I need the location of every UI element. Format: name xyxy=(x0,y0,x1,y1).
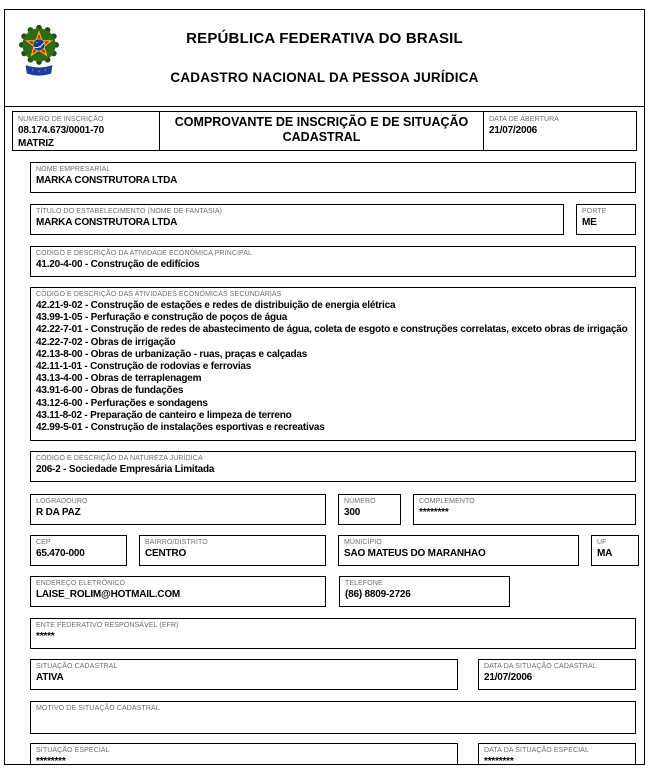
data-abertura-label: DATA DE ABERTURA xyxy=(489,116,560,123)
bairro-field xyxy=(139,535,326,566)
secondary-activity-item: 42.22-7-02 - Obras de irrigação xyxy=(36,336,176,348)
logradouro-label: LOGRADOURO xyxy=(36,498,88,505)
header-title: REPÚBLICA FEDERATIVA DO BRASIL xyxy=(186,30,463,47)
porte-value: ME xyxy=(582,217,597,228)
titulo-estabelecimento-field xyxy=(30,204,564,235)
atividade-principal-value: 41.20-4-00 - Construção de edifícios xyxy=(36,259,200,270)
document-header xyxy=(5,10,644,107)
numero-inscricao-field xyxy=(13,112,160,150)
cep-value: 65.470-000 xyxy=(36,548,85,559)
telefone-label: TELEFONE xyxy=(345,580,383,587)
numero-inscricao-label: NÚMERO DE INSCRIÇÃO xyxy=(18,116,104,123)
efr-label: ENTE FEDERATIVO RESPONSÁVEL (EFR) xyxy=(36,622,179,629)
numero-field xyxy=(338,494,401,525)
secondary-activity-item: 43.11-8-02 - Preparação de canteiro e limpeza de terreno xyxy=(36,409,292,421)
efr-field xyxy=(30,618,636,649)
atividade-principal-label: CÓDIGO E DESCRIÇÃO DA ATIVIDADE ECONÔMICA PRINCIPAL xyxy=(36,250,253,257)
data-abertura-value: 21/07/2006 xyxy=(489,125,538,136)
logradouro-field xyxy=(30,494,326,525)
data-abertura-field xyxy=(484,112,636,150)
numero-inscricao-value: 08.174.673/0001-70 xyxy=(18,125,104,136)
natureza-juridica-value: 206-2 - Sociedade Empresária Limitada xyxy=(36,464,215,475)
complemento-field xyxy=(413,494,636,525)
titulo-estabelecimento-label: TÍTULO DO ESTABELECIMENTO (NOME DE FANTASIA) xyxy=(36,208,223,215)
secondary-activity-item: 43.99-1-05 - Perfuração e construção de poços de água xyxy=(36,312,288,324)
nome-empresarial-label: NOME EMPRESARIAL xyxy=(36,166,111,173)
situacao-cadastral-value: ATIVA xyxy=(36,672,64,683)
municipio-field xyxy=(338,535,579,566)
secondary-activity-item: 43.13-4-00 - Obras de terraplenagem xyxy=(36,373,202,385)
atividades-secundarias-field xyxy=(30,287,636,441)
matriz-badge: MATRIZ xyxy=(18,138,54,149)
titulo-estabelecimento-value: MARKA CONSTRUTORA LTDA xyxy=(36,217,178,228)
situacao-especial-row xyxy=(30,743,644,765)
atividades-secundarias-label: CÓDIGO E DESCRIÇÃO DAS ATIVIDADES ECONÔMICAS SECUNDÁRIAS xyxy=(36,291,282,298)
situacao-especial-value: ******** xyxy=(36,756,66,765)
data-situacao-cadastral-value: 21/07/2006 xyxy=(484,672,533,683)
secondary-activity-item: 42.11-1-01 - Construção de rodovias e ferrovias xyxy=(36,361,252,373)
uf-label: UF xyxy=(597,539,607,546)
address-row xyxy=(30,494,644,525)
efr-value: ***** xyxy=(36,631,55,642)
secondary-activity-item: 42.22-7-01 - Construção de redes de abastecimento de água, coleta de esgoto e construções correlatas, exceto obras de irrigação xyxy=(36,324,628,336)
municipio-label: MUNICÍPIO xyxy=(344,539,382,546)
natureza-juridica-field xyxy=(30,451,636,482)
situacao-especial-field xyxy=(30,743,458,765)
municipio-value: SAO MATEUS DO MARANHAO xyxy=(344,548,486,559)
titulo-porte-row xyxy=(30,204,644,235)
telefone-field xyxy=(339,576,510,607)
contact-row xyxy=(30,576,644,607)
data-situacao-cadastral-label: DATA DA SITUAÇÃO CADASTRAL xyxy=(484,663,597,670)
situacao-row xyxy=(30,659,644,690)
motivo-situacao-label: MOTIVO DE SITUAÇÃO CADASTRAL xyxy=(36,705,160,712)
natureza-juridica-label: CÓDIGO E DESCRIÇÃO DA NATUREZA JURÍDICA xyxy=(36,455,203,462)
document-frame xyxy=(4,9,645,765)
inscription-row xyxy=(12,111,637,151)
city-row xyxy=(30,535,644,566)
bairro-label: BAIRRO/DISTRITO xyxy=(145,539,208,546)
secondary-activity-item: 43.91-6-00 - Obras de fundações xyxy=(36,385,184,397)
secondary-activity-item: 42.13-8-00 - Obras de urbanização - ruas, praças e calçadas xyxy=(36,348,308,360)
numero-label: NÚMERO xyxy=(344,498,376,505)
atividade-principal-field xyxy=(30,246,636,277)
email-label: ENDEREÇO ELETRÔNICO xyxy=(36,580,126,587)
data-situacao-especial-field xyxy=(478,743,636,765)
telefone-value: (86) 8809-2726 xyxy=(345,589,411,600)
data-situacao-cadastral-field xyxy=(478,659,636,690)
numero-value: 300 xyxy=(344,507,361,518)
situacao-cadastral-label: SITUAÇÃO CADASTRAL xyxy=(36,663,118,670)
complemento-value: ******** xyxy=(419,507,449,518)
cep-label: CEP xyxy=(36,539,51,546)
secondary-activity-item: 42.99-5-01 - Construção de instalações esportivas e recreativas xyxy=(36,422,325,434)
situacao-cadastral-field xyxy=(30,659,458,690)
data-situacao-especial-value: ******** xyxy=(484,756,514,765)
porte-field xyxy=(576,204,636,235)
email-value: LAISE_ROLIM@HOTMAIL.COM xyxy=(36,589,181,600)
motivo-situacao-field xyxy=(30,701,636,734)
logradouro-value: R DA PAZ xyxy=(36,507,81,518)
data-situacao-especial-label: DATA DA SITUAÇÃO ESPECIAL xyxy=(484,747,589,754)
situacao-especial-label: SITUAÇÃO ESPECIAL xyxy=(36,747,110,754)
email-field xyxy=(30,576,326,607)
nome-empresarial-value: MARKA CONSTRUTORA LTDA xyxy=(36,175,178,186)
secondary-activity-item: 42.21-9-02 - Construção de estações e redes de distribuição de energia elétrica xyxy=(36,300,396,311)
secondary-activity-item: 43.12-6-00 - Perfurações e sondagens xyxy=(36,397,208,409)
nome-empresarial-field xyxy=(30,162,636,193)
cep-field xyxy=(30,535,127,566)
porte-label: PORTE xyxy=(582,208,607,215)
complemento-label: COMPLEMENTO xyxy=(419,498,475,505)
uf-value: MA xyxy=(597,548,613,559)
bairro-value: CENTRO xyxy=(145,548,187,559)
document-title: COMPROVANTE DE INSCRIÇÃO E DE SITUAÇÃO CADASTRAL xyxy=(160,112,484,150)
atividades-secundarias-list xyxy=(36,300,632,434)
header-subtitle: CADASTRO NACIONAL DA PESSOA JURÍDICA xyxy=(170,70,479,85)
uf-field xyxy=(591,535,639,566)
